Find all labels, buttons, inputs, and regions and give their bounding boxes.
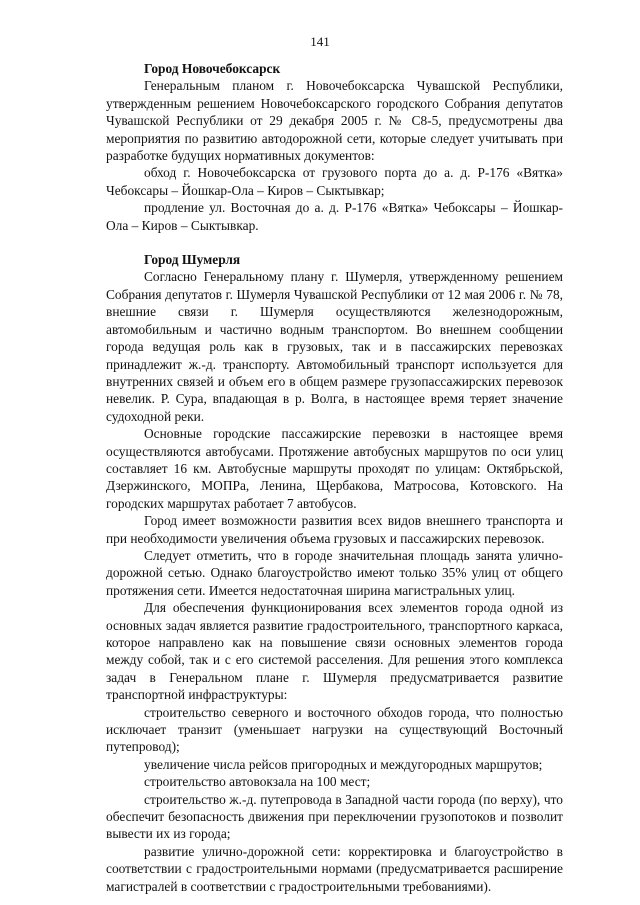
paragraph: Основные городские пассажирские перевозки в настоящее время осуществляются автобусами. Протяжение автобусных маршрутов по оси улиц составляет 16 км. Автобусные маршруты проходят по улицам: Октябрьской, Дзержинского, МОПРа, Ленина, Щербакова, Матросова, Котовского. На городских маршрутах работает 7 автобусов.: [106, 426, 563, 511]
section-shumerlya: [106, 251, 563, 895]
list-item: строительство автовокзала на 100 мест;: [144, 774, 371, 790]
paragraph: Для обеспечения функционирования всех элементов города одной из основных задач является развитие градостроительного, транспортного каркаса, которое направлено как на повышение связи основных элементов города между собой, так и с его системой расселения. Для решения этого комплекса задач в Генеральном плане г. Шумерля предусматривается развитие транспортной инфраструктуры:: [106, 600, 563, 703]
paragraph: Согласно Генеральному плану г. Шумерля, утвержденному решением Собрания депутатов г. Шумерля Чувашской Республики от 12 мая 2006 г. № 78, внешние связи г. Шумерля осуществляются железнодорожным, автомобильным и частично водным транспортом. Во внешнем сообщении города ведущая роль как в грузовых, так и в пассажирских перевозках принадлежит ж.-д. транспорту. Автомобильный транспорт используется для внутренних связей и объем его в общем размере грузопассажирских перевозок невелик. Р. Сура, впадающая в р. Волга, в настоящее время теряет значение судоходной реки.: [106, 269, 563, 424]
list-item: развитие улично-дорожной сети: корректировка и благоустройство в соответствии с градостроительными нормами (предусматривается расширение магистралей в соответствии с градостроительными требованиями).: [106, 843, 563, 894]
list-item: строительство северного и восточного обходов города, что полностью исключает транзит (уменьшает нагрузки на существующий Восточный путепровод);: [106, 704, 563, 755]
section-heading: Город Новочебоксарск: [144, 61, 281, 76]
paragraph: Следует отметить, что в городе значительная площадь занята улично-дорожной сетью. Однако благоустройство имеют только 35% улиц от общего протяжения сети. Имеется недостаточная ширина магистральных улиц.: [106, 547, 563, 598]
section-heading: Город Шумерля: [144, 252, 241, 268]
paragraph: обход г. Новочебоксарска от грузового порта до а. д. Р-176 «Вятка» Чебоксары – Йошкар-Ола – Киров – Сыктывкар;: [106, 165, 563, 198]
list-item: строительство ж.-д. путепровода в Западной части города (по верху), что обеспечит безопасность движения при переключении грузопотоков и позволит вывести их из города;: [106, 791, 563, 842]
page-number: 141: [310, 34, 330, 49]
paragraph: Генеральным планом г. Новочебоксарска Чувашской Республики, утвержденным решением Новочебоксарского городского Собрания депутатов Чувашской Республики от 29 декабря 2005 г. № С8-5, предусмотрены два мероприятия по развитию автодорожной сети, которые следует учитывать при разработке будущих нормативных документов:: [106, 78, 563, 164]
section-novocheboksarsk: [106, 60, 563, 234]
document-body: [106, 60, 563, 895]
paragraph: Город имеет возможности развития всех видов внешнего транспорта и при необходимости увеличения объема грузовых и пассажирских перевозок.: [106, 513, 563, 546]
paragraph: продление ул. Восточная до а. д. Р-176 «Вятка» Чебоксары – Йошкар-Ола – Киров – Сыктывкар.: [106, 200, 563, 233]
list-item: увеличение числа рейсов пригородных и междугородных маршрутов;: [144, 756, 543, 772]
